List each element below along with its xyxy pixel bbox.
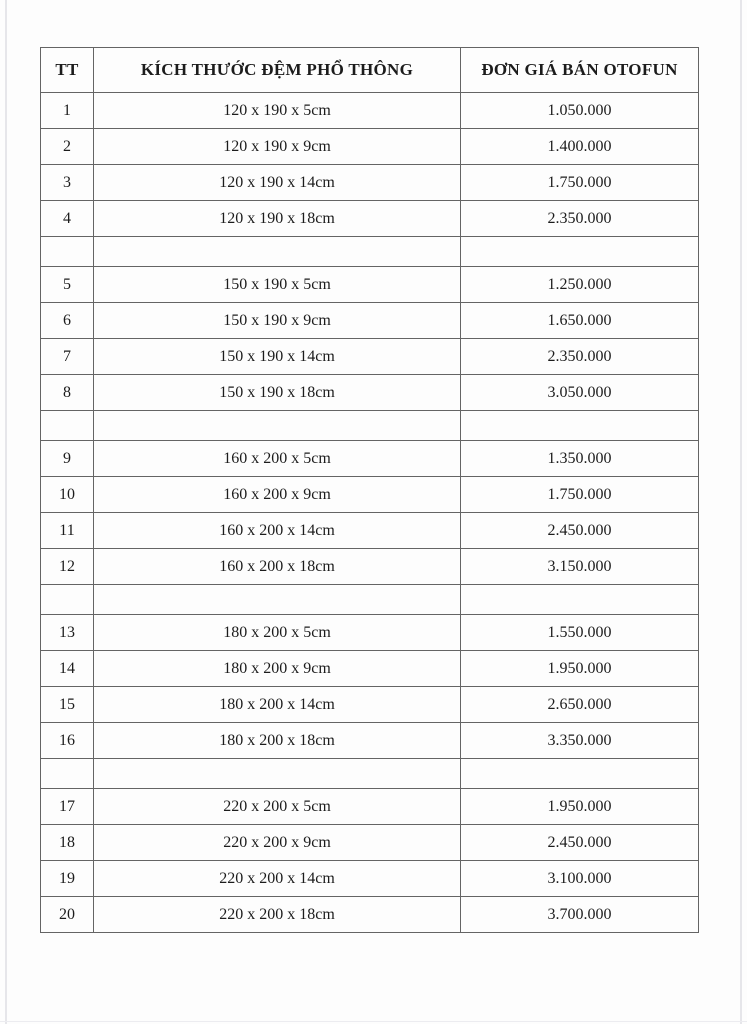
size-cell: 120 x 190 x 14cm xyxy=(94,165,461,201)
row-number-cell: 3 xyxy=(41,165,94,201)
row-number-cell: 7 xyxy=(41,339,94,375)
table-row xyxy=(41,789,699,825)
size-cell: 120 x 190 x 5cm xyxy=(94,93,461,129)
price-cell: 2.450.000 xyxy=(461,513,699,549)
row-number-cell: 4 xyxy=(41,201,94,237)
row-number-cell: 8 xyxy=(41,375,94,411)
size-cell: 220 x 200 x 5cm xyxy=(94,789,461,825)
page-bottom-edge xyxy=(0,1021,747,1022)
price-cell: 1.400.000 xyxy=(461,129,699,165)
price-cell: 1.750.000 xyxy=(461,477,699,513)
size-cell: 220 x 200 x 14cm xyxy=(94,861,461,897)
header-cell-size: KÍCH THƯỚC ĐỆM PHỔ THÔNG xyxy=(94,48,461,93)
table-row xyxy=(41,93,699,129)
row-number-cell: 2 xyxy=(41,129,94,165)
price-cell: 2.350.000 xyxy=(461,339,699,375)
table-row xyxy=(41,825,699,861)
table-row xyxy=(41,129,699,165)
price-table-header xyxy=(41,48,699,93)
separator-row xyxy=(41,759,699,789)
row-number-cell: 18 xyxy=(41,825,94,861)
price-cell: 3.150.000 xyxy=(461,549,699,585)
header-row xyxy=(41,48,699,93)
page-right-edge xyxy=(740,0,742,1024)
table-row xyxy=(41,651,699,687)
price-cell: 1.950.000 xyxy=(461,651,699,687)
table-row xyxy=(41,897,699,933)
size-cell: 220 x 200 x 18cm xyxy=(94,897,461,933)
price-cell: 1.550.000 xyxy=(461,615,699,651)
size-cell: 160 x 200 x 18cm xyxy=(94,549,461,585)
empty-cell xyxy=(94,759,461,789)
price-cell: 1.250.000 xyxy=(461,267,699,303)
table-row xyxy=(41,339,699,375)
size-cell: 220 x 200 x 9cm xyxy=(94,825,461,861)
empty-cell xyxy=(41,237,94,267)
empty-cell xyxy=(41,411,94,441)
table-row xyxy=(41,477,699,513)
separator-row xyxy=(41,585,699,615)
price-cell: 3.700.000 xyxy=(461,897,699,933)
price-cell: 1.950.000 xyxy=(461,789,699,825)
size-cell: 180 x 200 x 9cm xyxy=(94,651,461,687)
price-table-body xyxy=(41,93,699,933)
table-row xyxy=(41,513,699,549)
table-row xyxy=(41,375,699,411)
size-cell: 120 x 190 x 9cm xyxy=(94,129,461,165)
table-row xyxy=(41,549,699,585)
price-cell: 3.350.000 xyxy=(461,723,699,759)
price-cell: 1.650.000 xyxy=(461,303,699,339)
size-cell: 150 x 190 x 14cm xyxy=(94,339,461,375)
header-cell-price: ĐƠN GIÁ BÁN OTOFUN xyxy=(461,48,699,93)
row-number-cell: 5 xyxy=(41,267,94,303)
separator-row xyxy=(41,237,699,267)
empty-cell xyxy=(41,585,94,615)
row-number-cell: 16 xyxy=(41,723,94,759)
row-number-cell: 6 xyxy=(41,303,94,339)
header-cell-tt: TT xyxy=(41,48,94,93)
table-row xyxy=(41,687,699,723)
size-cell: 180 x 200 x 5cm xyxy=(94,615,461,651)
table-row xyxy=(41,441,699,477)
table-row xyxy=(41,267,699,303)
table-row xyxy=(41,861,699,897)
separator-row xyxy=(41,411,699,441)
row-number-cell: 17 xyxy=(41,789,94,825)
table-row xyxy=(41,201,699,237)
size-cell: 160 x 200 x 14cm xyxy=(94,513,461,549)
price-cell: 1.750.000 xyxy=(461,165,699,201)
price-cell: 1.050.000 xyxy=(461,93,699,129)
table-row xyxy=(41,615,699,651)
size-cell: 150 x 190 x 9cm xyxy=(94,303,461,339)
row-number-cell: 11 xyxy=(41,513,94,549)
empty-cell xyxy=(461,759,699,789)
row-number-cell: 14 xyxy=(41,651,94,687)
empty-cell xyxy=(94,411,461,441)
empty-cell xyxy=(461,411,699,441)
price-cell: 2.650.000 xyxy=(461,687,699,723)
row-number-cell: 1 xyxy=(41,93,94,129)
size-cell: 180 x 200 x 14cm xyxy=(94,687,461,723)
size-cell: 120 x 190 x 18cm xyxy=(94,201,461,237)
price-cell: 3.050.000 xyxy=(461,375,699,411)
price-cell: 3.100.000 xyxy=(461,861,699,897)
row-number-cell: 19 xyxy=(41,861,94,897)
empty-cell xyxy=(41,759,94,789)
size-cell: 160 x 200 x 9cm xyxy=(94,477,461,513)
page-left-edge xyxy=(5,0,7,1024)
empty-cell xyxy=(461,237,699,267)
row-number-cell: 15 xyxy=(41,687,94,723)
row-number-cell: 9 xyxy=(41,441,94,477)
size-cell: 180 x 200 x 18cm xyxy=(94,723,461,759)
row-number-cell: 13 xyxy=(41,615,94,651)
price-cell: 1.350.000 xyxy=(461,441,699,477)
row-number-cell: 10 xyxy=(41,477,94,513)
empty-cell xyxy=(461,585,699,615)
price-cell: 2.350.000 xyxy=(461,201,699,237)
price-cell: 2.450.000 xyxy=(461,825,699,861)
row-number-cell: 12 xyxy=(41,549,94,585)
table-row xyxy=(41,165,699,201)
table-row xyxy=(41,723,699,759)
empty-cell xyxy=(94,237,461,267)
empty-cell xyxy=(94,585,461,615)
size-cell: 160 x 200 x 5cm xyxy=(94,441,461,477)
size-cell: 150 x 190 x 18cm xyxy=(94,375,461,411)
price-table xyxy=(40,47,699,933)
size-cell: 150 x 190 x 5cm xyxy=(94,267,461,303)
table-row xyxy=(41,303,699,339)
row-number-cell: 20 xyxy=(41,897,94,933)
